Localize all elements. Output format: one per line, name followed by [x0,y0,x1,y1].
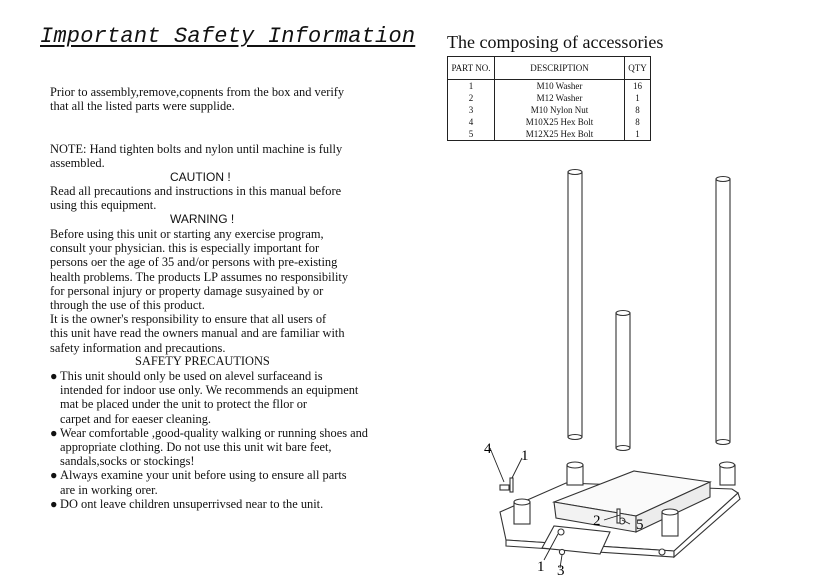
caution-heading: CAUTION ! [170,170,231,184]
intro-text [50,85,344,113]
callout-label: 1 [537,559,545,575]
warning-line: persons oer the age of 35 and/or persons with pre-existing [50,255,338,270]
col-header-qty: QTY [625,57,651,80]
warning-line: this unit have read the owners manual and are familiar with [50,326,345,341]
assembly-diagram [470,160,770,577]
col-header-part-no: PART NO. [448,57,495,80]
table-row: 2 M12 Washer 1 [448,92,651,104]
caution-line: using this equipment. [50,198,157,213]
bullet-icon: ● [50,468,58,483]
warning-line: through the use of this product. [50,298,205,313]
callout-label: 5 [636,517,644,533]
warning-line: for personal injury or property damage susyained by or [50,283,324,298]
precaution-item: ● Always examine your unit before using to ensure all parts are in working orer. [50,468,347,497]
bullet-icon: ● [50,425,58,440]
warning-line: It is the owner's responsibility to ensure that all users of [50,312,327,327]
warning-line: Before using this unit or starting any exercise program, [50,227,324,241]
table-row: 1 M10 Washer 16 [448,80,651,93]
warning-text [50,227,348,355]
precautions-heading: SAFETY PRECAUTIONS [135,354,270,368]
col-header-description: DESCRIPTION [495,57,625,80]
precaution-item: ● This unit should only be used on alevel surfaceand is intended for indoor use only. We recommends an equipment mat be placed under the unit to protect the fllor or carpet and for eaeser cleaning. [50,369,359,426]
bullet-icon: ● [50,496,58,511]
note-line: NOTE: Hand tighten bolts and nylon until machine is fully [50,142,343,156]
warning-heading: WARNING ! [170,212,235,226]
table-row: 5 M12X25 Hex Bolt 1 [448,128,651,141]
safety-title: Important Safety Information [40,24,416,49]
table-row: 3 M10 Nylon Nut 8 [448,104,651,116]
callout-label: 3 [557,563,565,577]
precaution-item: ● DO ont leave children unsuperrivsed near to the unit. [50,496,324,511]
callout-label: 1 [521,448,529,464]
caution-text [50,184,341,212]
table-header-row [448,57,651,80]
upright-pole-left [568,170,582,440]
warning-line: health problems. The products LP assumes no responsibility [50,269,349,284]
parts-table [447,56,651,141]
precaution-item: ● Wear comfortable ,good-quality walking or running shoes and appropriate clothing. Do not use this unit wit bare feet, sandals,socks or stockings! [50,425,368,469]
warning-line: safety information and precautions. [50,340,226,355]
bullet-icon: ● [50,369,58,383]
intro-line: that all the listed parts were supplide. [50,99,235,114]
upright-pole-right [716,177,730,445]
accessories-title: The composing of accessories [447,32,664,52]
warning-line: consult your physician. this is especially important for [50,241,320,256]
precautions-list [50,369,368,511]
note-line: assembled. [50,156,105,171]
callout-label: 2 [593,513,601,529]
caution-line: Read all precautions and instructions in this manual before [50,184,342,198]
intro-line: Prior to assembly,remove,copnents from the box and verify [50,85,345,99]
table-row: 4 M10X25 Hex Bolt 8 [448,116,651,128]
note-text [50,142,342,170]
callout-label: 4 [484,441,492,457]
upright-pole-center [616,311,630,451]
